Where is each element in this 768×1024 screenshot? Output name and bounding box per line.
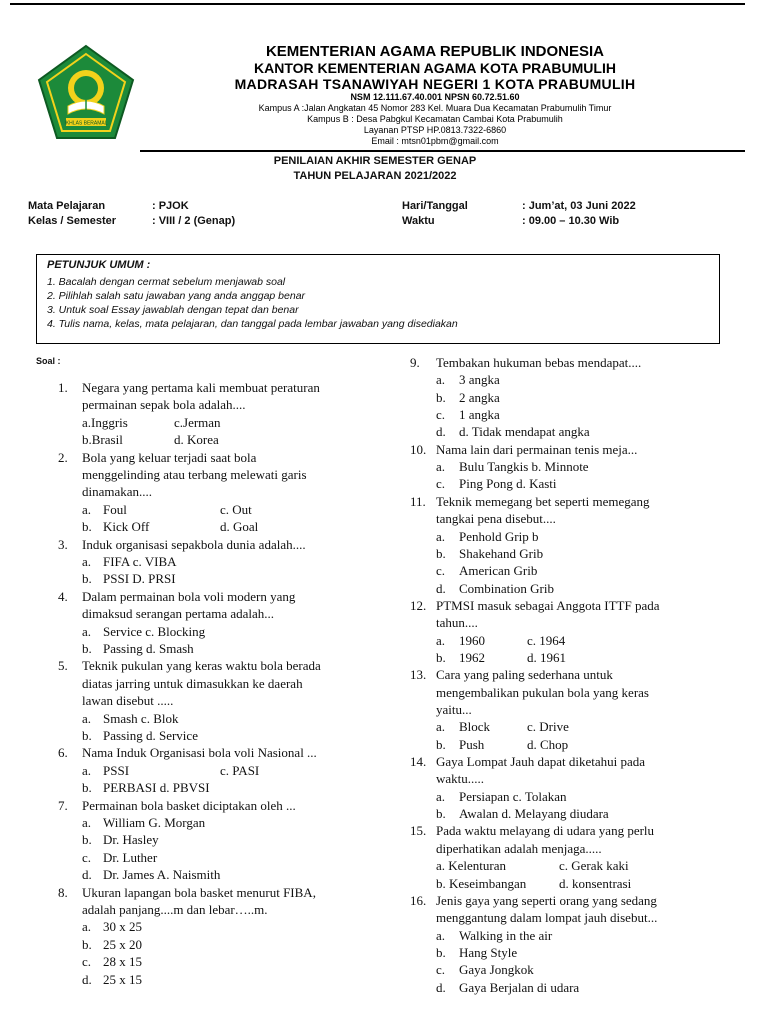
time-label: Waktu — [402, 215, 435, 227]
question-text: permainan sepak bola adalah.... — [82, 397, 246, 413]
option-letter: b. — [436, 736, 446, 752]
question-text: Bola yang keluar terjadi saat bola — [82, 449, 257, 465]
question-number: 5. — [58, 658, 68, 674]
option-text: Block — [459, 719, 491, 735]
office-title: KANTOR KEMENTERIAN AGAMA KOTA PRABUMULIH — [254, 60, 616, 76]
option-text: Ping Pong d. Kasti — [459, 476, 557, 492]
question-number: 8. — [58, 884, 68, 900]
soal-label: Soal : — [36, 356, 61, 366]
question-text: Ukuran lapangan bola basket menurut FIBA, — [82, 884, 316, 900]
question-text: Pada waktu melayang di udara yang perlu — [436, 823, 655, 839]
question-text: lawan disebut ..... — [82, 693, 174, 709]
option-letter: a. — [436, 528, 446, 544]
option-letter: a. — [82, 623, 92, 639]
ministry-title: KEMENTERIAN AGAMA REPUBLIK INDONESIA — [265, 43, 605, 60]
class-value: : VIII / 2 (Genap) — [152, 215, 236, 227]
date-label: Hari/Tanggal — [402, 200, 468, 212]
option-text: Persiapan c. Tolakan — [459, 788, 567, 804]
option-text: c. Drive — [527, 719, 569, 735]
question-text: Tembakan hukuman bebas mendapat.... — [436, 355, 642, 370]
option-letter: c. — [82, 849, 92, 865]
option-letter: b. — [82, 641, 92, 656]
option-text: 2 angka — [459, 389, 500, 405]
question-number: 12. — [410, 597, 427, 613]
question-text: tahun.... — [436, 615, 478, 631]
instruction-item: 1. Bacalah dengan cermat sebelum menjawab soal — [47, 276, 286, 288]
option-text: Bulu Tangkis b. Minnote — [459, 459, 589, 475]
school-id: NSM 12.111.67.40.001 NPSN 60.72.51.60 — [350, 92, 520, 102]
option-text: b. Keseimbangan — [436, 875, 527, 891]
option-letter: d. — [436, 979, 446, 995]
option-text: d. 1961 — [527, 649, 566, 665]
question-text: Induk organisasi sepakbola dunia adalah.... — [82, 536, 306, 552]
question-text: Gaya Lompat Jauh dapat diketahui pada — [436, 754, 646, 770]
question-number: 3. — [58, 536, 68, 552]
question-number: 13. — [410, 667, 427, 683]
option-text: d. Tidak mendapat angka — [459, 424, 590, 440]
option-letter: a. — [82, 919, 92, 935]
option-text: 25 x 20 — [103, 936, 142, 952]
option-text: Shakehand Grib — [459, 545, 544, 561]
option-text: c.Jerman — [174, 414, 221, 430]
question-number: 2. — [58, 449, 68, 465]
option-letter: b. — [82, 780, 92, 796]
option-text: PSSI D. PRSI — [103, 571, 176, 587]
question-text: diatas jarring untuk dimasukkan ke daerah — [82, 675, 303, 691]
svg-text:IKHLAS BERAMAL: IKHLAS BERAMAL — [64, 120, 108, 127]
question-text: dinamakan.... — [82, 484, 153, 500]
question-number: 1. — [58, 380, 68, 395]
question-text: Teknik pukulan yang keras waktu bola berada — [82, 658, 321, 674]
option-letter: a. — [436, 632, 446, 648]
option-letter: a. — [436, 788, 446, 804]
top-rule — [10, 3, 745, 5]
option-text: 3 angka — [459, 372, 500, 388]
option-letter: b. — [436, 649, 446, 665]
exam-year: TAHUN PELAJARAN 2021/2022 — [293, 170, 457, 182]
option-text: d. Chop — [527, 736, 569, 752]
question-number: 6. — [58, 745, 68, 761]
time-value: : 09.00 – 10.30 Wib — [522, 215, 620, 227]
instruction-item: 2. Pilihlah salah satu jawaban yang anda anggap benar — [47, 290, 306, 302]
option-letter: b. — [436, 944, 446, 960]
option-letter: d. — [82, 971, 92, 987]
option-text: 30 x 25 — [103, 919, 142, 935]
instructions-title: PETUNJUK UMUM : — [47, 259, 151, 271]
option-letter: a. — [82, 815, 92, 830]
option-text: c. Out — [220, 501, 252, 517]
option-letter: a. — [436, 459, 446, 475]
option-letter: b. — [82, 832, 92, 848]
subject-value: : PJOK — [152, 200, 189, 212]
option-text: Smash c. Blok — [103, 710, 179, 726]
option-letter: a. — [82, 501, 92, 517]
question-text: dimaksud serangan pertama adalah... — [82, 606, 275, 622]
campus-a-address: Kampus A :Jalan Angkatan 45 Nomor 283 Kel. Muara Dua Kecamatan Prabumulih Timur — [258, 103, 612, 113]
question-text: PTMSI masuk sebagai Anggota ITTF pada — [436, 597, 660, 613]
option-letter: b. — [436, 806, 446, 822]
option-text: Foul — [103, 501, 127, 517]
option-text: Dr. Luther — [103, 849, 158, 865]
option-letter: b. — [436, 389, 446, 405]
question-text: menggelinding atau terbang melewati garis — [82, 467, 307, 482]
option-letter: d. — [82, 867, 92, 883]
option-text: 1 angka — [459, 407, 500, 423]
exam-title: PENILAIAN AKHIR SEMESTER GENAP — [273, 155, 477, 167]
option-text: Combination Grib — [459, 580, 554, 596]
option-letter: a. — [436, 719, 446, 735]
instructions-box — [36, 254, 720, 344]
option-text: Push — [459, 736, 485, 752]
question-number: 4. — [58, 588, 68, 604]
option-letter: c. — [82, 954, 92, 970]
instruction-item: 4. Tulis nama, kelas, mata pelajaran, dan tanggal pada lembar jawaban yang disediakan — [47, 318, 458, 330]
option-letter: d. — [436, 580, 446, 596]
option-text: d. Goal — [220, 519, 259, 535]
option-letter: a. — [82, 710, 92, 726]
option-text: c. PASI — [220, 762, 260, 778]
option-letter: b. — [82, 936, 92, 952]
option-text: William G. Morgan — [103, 815, 206, 830]
question-text: Nama lain dari permainan tenis meja... — [436, 441, 638, 457]
option-letter: b. — [82, 728, 92, 743]
option-text: a.Inggris — [82, 414, 128, 430]
kemenag-logo-icon — [36, 44, 136, 144]
subject-label: Mata Pelajaran — [28, 200, 106, 212]
instruction-item: 3. Untuk soal Essay jawablah dengan tepat dan benar — [47, 304, 299, 316]
option-text: Gaya Jongkok — [459, 962, 534, 978]
option-text: b.Brasil — [82, 432, 123, 448]
option-text: 1962 — [459, 649, 485, 665]
question-text: Cara yang paling sederhana untuk — [436, 667, 613, 683]
question-number: 10. — [410, 441, 427, 457]
school-title: MADRASAH TSANAWIYAH NEGERI 1 KOTA PRABUMULIH — [234, 76, 636, 92]
question-text: adalah panjang....m dan lebar…..m. — [82, 902, 268, 917]
option-letter: a. — [82, 554, 92, 569]
option-text: Dr. Hasley — [103, 832, 159, 848]
question-text: Permainan bola basket diciptakan oleh ... — [82, 797, 296, 813]
option-text: Gaya Berjalan di udara — [459, 979, 580, 995]
question-text: menggantung dalam lompat jauh disebut... — [436, 910, 658, 926]
option-text: Walking in the air — [459, 927, 553, 943]
question-text: Dalam permainan bola voli modern yang — [82, 588, 296, 604]
option-text: d. Korea — [174, 432, 219, 448]
option-letter: a. — [436, 927, 446, 943]
question-text: yaitu... — [436, 702, 472, 717]
option-letter: a. — [82, 762, 92, 778]
option-letter: c. — [436, 962, 446, 978]
question-text: waktu..... — [436, 771, 485, 787]
option-text: PERBASI d. PBVSI — [103, 780, 210, 796]
date-value: : Jum’at, 03 Juni 2022 — [522, 200, 636, 212]
question-number: 7. — [58, 797, 68, 813]
option-text: FIFA c. VIBA — [103, 554, 177, 569]
question-text: tangkai pena disebut.... — [436, 511, 556, 527]
option-text: Dr. James A. Naismith — [103, 867, 221, 883]
question-text: Negara yang pertama kali membuat peraturan — [82, 380, 320, 395]
option-text: c. 1964 — [527, 632, 566, 648]
option-letter: c. — [436, 407, 446, 423]
option-text: American Grib — [459, 563, 538, 579]
ptsp-phone: Layanan PTSP HP.0813.7322-6860 — [363, 125, 507, 135]
option-text: PSSI — [103, 762, 130, 778]
option-text: Awalan d. Melayang diudara — [459, 806, 609, 822]
option-text: Passing d. Smash — [103, 641, 194, 656]
email: Email : mtsn01pbm@gmail.com — [371, 136, 499, 146]
question-number: 16. — [410, 892, 427, 908]
option-text: c. Gerak kaki — [559, 858, 629, 874]
option-text: a. Kelenturan — [436, 858, 507, 874]
option-letter: c. — [436, 476, 446, 492]
option-text: Service c. Blocking — [103, 623, 206, 639]
option-text: 28 x 15 — [103, 954, 142, 970]
option-text: d. konsentrasi — [559, 875, 632, 891]
campus-b-address: Kampus B : Desa Pabgkul Kecamatan Cambai Kota Prabumulih — [307, 114, 563, 124]
class-label: Kelas / Semester — [28, 215, 117, 227]
option-text: Penhold Grip b — [459, 528, 539, 544]
option-text: 1960 — [459, 632, 485, 648]
option-letter: b. — [82, 571, 92, 587]
option-text: 25 x 15 — [103, 971, 142, 987]
option-letter: b. — [82, 519, 92, 535]
question-number: 14. — [410, 754, 427, 770]
option-text: Hang Style — [459, 944, 518, 960]
question-text: mengembalikan pukulan bola yang keras — [436, 684, 649, 700]
option-letter: a. — [436, 372, 446, 388]
question-text: Nama Induk Organisasi bola voli Nasional ... — [82, 745, 317, 761]
question-text: Teknik memegang bet seperti memegang — [436, 493, 650, 509]
option-letter: d. — [436, 424, 446, 440]
option-text: Passing d. Service — [103, 728, 198, 743]
question-number: 15. — [410, 823, 427, 839]
option-letter: c. — [436, 563, 446, 579]
question-number: 11. — [410, 493, 426, 509]
question-text: diperhatikan adalah menjaga..... — [436, 840, 602, 856]
header-rule — [140, 150, 745, 152]
question-text: Jenis gaya yang seperti orang yang sedang — [436, 892, 657, 908]
option-text: Kick Off — [103, 519, 150, 535]
question-number: 9. — [410, 355, 420, 370]
option-letter: b. — [436, 545, 446, 561]
